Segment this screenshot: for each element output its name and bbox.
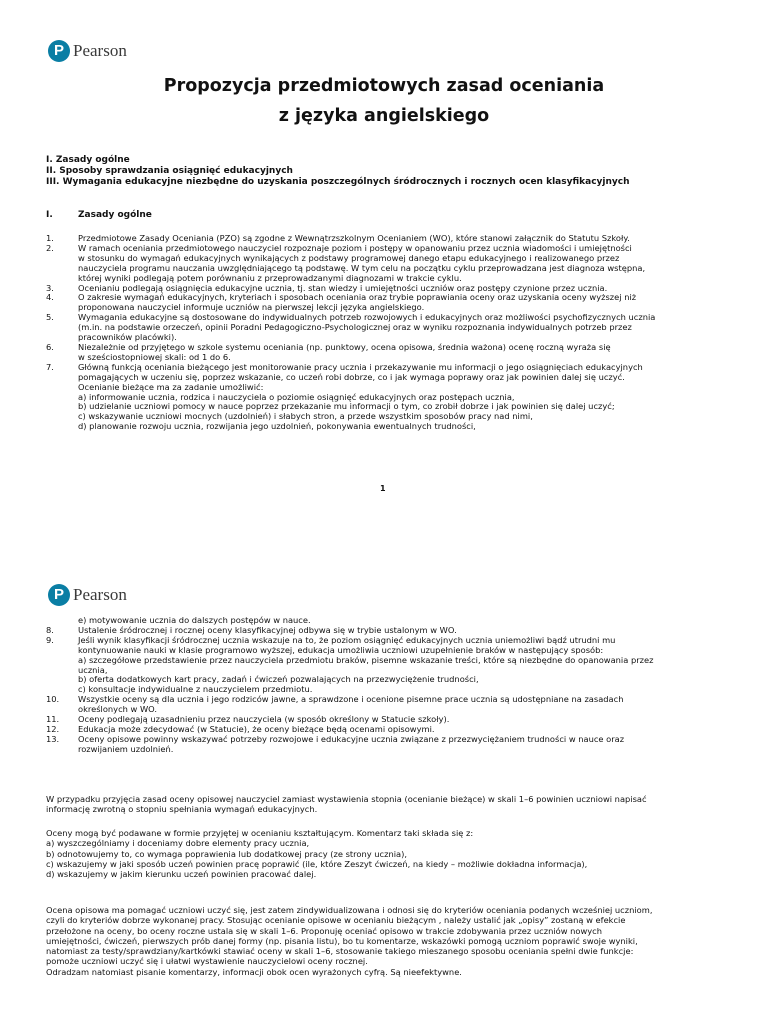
item-number: 7. xyxy=(46,361,54,372)
item-line: proponowana nauczyciel informuje uczniów na pierwszej lekcji języka angielskiego. xyxy=(78,302,425,313)
item-number: 2. xyxy=(46,242,54,253)
page-title-line2: z języka angielskiego xyxy=(278,106,490,126)
list-item xyxy=(46,313,726,343)
paragraph-descriptive-assessment xyxy=(46,794,726,815)
item-number: 11. xyxy=(46,714,60,725)
item-line: w stosunku do wymagań edukacyjnych wynikających z podstawy programowej danego etapu edukacyjnego i realizowanego przez xyxy=(78,252,620,263)
pearson-logo-text: Pearson xyxy=(73,585,127,604)
item-line: d) planowanie rozwoju ucznia, rozwijania jego uzdolnień, pokonywania ewentualnych trudności, xyxy=(78,421,476,432)
paragraph-line: natomiast za testy/sprawdziany/kartkówki stawiać oceny w skali 1–6, stosowanie takiego mieszanego sposobu oceniania spełni dwie funkcje: xyxy=(46,946,634,957)
item-line: (m.in. na podstawie orzeczeń, opinii Poradni Pedagogiczno-Psychologicznej oraz w wyniku rozpoznania indywidualnych potrzeb przez xyxy=(78,322,632,333)
item-line: O zakresie wymagań edukacyjnych, kryteriach i sposobach oceniania oraz trybie poprawiania oceny oraz uzyskania oceny wyższej niż xyxy=(78,292,637,303)
pearson-logo-icon: P xyxy=(48,40,70,62)
paragraph-line: Ocena opisowa ma pomagać uczniowi uczyć się, jest zatem zindywidualizowana i odnosi się do kryteriów oceniania podanych wcześniej uczniom, xyxy=(46,905,653,915)
item-number: 1. xyxy=(46,233,54,243)
table-of-contents xyxy=(46,155,630,188)
item-number: 12. xyxy=(46,723,60,734)
item-line: Wymagania edukacyjne są dostosowane do indywidualnych potrzeb rozwojowych i edukacyjnych oraz możliwości psychofizycznych ucznia xyxy=(78,312,656,323)
item-line: W ramach oceniania przedmiotowego nauczyciel rozpoznaje poziom i postępy w opanowaniu przez ucznia wiadomości i umiejętności xyxy=(78,242,632,253)
item-number: 4. xyxy=(46,292,54,303)
toc-item: II. Sposoby sprawdzania osiągnięć edukacyjnych xyxy=(46,166,293,176)
item-number: 13. xyxy=(46,733,60,744)
list-item xyxy=(46,363,726,432)
item-number: 5. xyxy=(46,312,54,323)
paragraph-line: c) wskazujemy w jaki sposób uczeń powinien pracę poprawić (ile, które Zeszyt ćwiczeń, na kiedy – możliwie dokładna informacja), xyxy=(46,858,588,869)
list-item xyxy=(46,695,726,715)
item-line: Jeśli wynik klasyfikacji śródrocznej ucznia wskazuje na to, że poziom osiągnięć edukacyjnych ucznia uniemożliwi bądź utrudni mu xyxy=(78,634,616,645)
item-line: ucznia, xyxy=(78,664,108,675)
page-title-line1: Propozycja przedmiotowych zasad oceniania xyxy=(163,76,605,96)
item-line: Ocenianiu podlegają osiągnięcia edukacyjne ucznia, tj. stan wiedzy i umiejętności uczniów oraz postępy czynione przez ucznia. xyxy=(78,282,608,293)
pearson-logo xyxy=(48,584,127,606)
paragraph-line: pomoże uczniowi uczyć się i ułatwi wystawienie nauczycielowi oceny rocznej. xyxy=(46,956,368,967)
paragraph-line: umiejętności, ćwiczeń, pierwszych prób danej formy (np. pisania listu), bo tu komentarze, wskazówki pomogą uczniom poprawić swoje wyniki, xyxy=(46,935,638,946)
item-line: b) oferta dodatkowych kart pracy, zadań i ćwiczeń pozwalających na przezwyciężenie trudności, xyxy=(78,674,479,685)
item-line: a) szczegółowe przedstawienie przez nauczyciela przedmiotu braków, pisemne wskazanie treści, które są niezbędne do opanowania przez xyxy=(78,654,654,665)
section-number: I. xyxy=(46,210,53,220)
paragraph-line: W przypadku przyjęcia zasad oceny opisowej nauczyciel zamiast wystawienia stopnia (ocenianie bieżące) w skali 1–6 powinien uczniowi napisać xyxy=(46,794,647,804)
item-line: nauczyciela programu nauczania uwzględniającego tą podstawę. W tym celu na początku cyklu przeprowadzana jest diagnoza wstępna, xyxy=(78,262,646,273)
item-line: b) udzielanie uczniowi pomocy w nauce poprzez przekazanie mu informacji o tym, co zrobił dobrze i jak powinien się dalej uczyć; xyxy=(78,401,615,412)
item-line: c) konsultacje indywidualne z nauczycielem przedmiotu. xyxy=(78,684,313,695)
paragraph-descriptive-grading xyxy=(46,905,726,977)
item-line: pracowników placówki). xyxy=(78,332,177,343)
item-line: pomagających w uczeniu się, poprzez wskazanie, co uczeń robi dobrze, co i jak wymaga poprawy oraz jak powinien dalej się uczyć. xyxy=(78,371,625,382)
pearson-logo xyxy=(48,40,127,62)
list-item xyxy=(46,293,726,313)
paragraph-line: informację zwrotną o stopniu spełniania wymagań edukacyjnych. xyxy=(46,804,318,815)
item-line: Ustalenie śródrocznej i rocznej oceny klasyfikacyjnej odbywa się w trybie ustalonym w WO. xyxy=(78,624,457,635)
paragraph-line: Odradzam natomiast pisanie komentarzy, informacji obok ocen wyrażonych cyfrą. Są nieefektywne. xyxy=(46,966,462,977)
item-number: 10. xyxy=(46,694,60,705)
item-line: Niezależnie od przyjętego w szkole systemu oceniania (np. punktowy, ocena opisowa, średnia ważona) ocenę roczną wyraża się xyxy=(78,341,611,352)
item-number: 6. xyxy=(46,341,54,352)
toc-item: III. Wymagania edukacyjne niezbędne do uzyskania poszczególnych śródrocznych i rocznych ocen klasyfikacyjnych xyxy=(46,177,630,187)
paragraph-line: Oceny mogą być podawane w formie przyjętej w ocenianiu kształtującym. Komentarz taki składa się z: xyxy=(46,828,474,838)
item-line: Edukacja może zdecydować (w Statucie), że oceny bieżące będą ocenami opisowymi. xyxy=(78,723,435,734)
section-title: Zasady ogólne xyxy=(78,210,152,220)
paragraph-line: d) wskazujemy w jakim kierunku uczeń powinien pracować dalej. xyxy=(46,869,317,880)
pearson-logo-text: Pearson xyxy=(73,41,127,60)
pearson-logo-icon: P xyxy=(48,584,70,606)
toc-item: I. Zasady ogólne xyxy=(46,155,130,165)
rules-list-page1 xyxy=(46,234,726,432)
item-line: w sześciostopniowej skali: od 1 do 6. xyxy=(78,351,231,362)
item-line: rozwijaniem uzdolnień. xyxy=(78,743,174,754)
item-line: c) wskazywanie uczniowi mocnych (uzdolnień) i słabych stron, a przede wszystkim sposobów pracy nad nimi, xyxy=(78,411,533,422)
paragraph-comment-structure xyxy=(46,828,726,879)
item-line: której wyniki podlegają potem porównaniu z przeprowadzanymi diagnozami w trakcie cyklu. xyxy=(78,272,462,283)
item-line: Przedmiotowe Zasady Oceniania (PZO) są zgodne z Wewnątrzszkolnym Ocenianiem (WO), które stanowi załącznik do Statutu Szkoły. xyxy=(78,233,630,243)
item-line: Ocenianie bieżące ma za zadanie umożliwić: xyxy=(78,381,264,392)
paragraph-line: czyli do kryteriów dobrze wykonanej pracy. Stosując ocenianie opisowe w ocenianiu bieżącym , należy ustalić jak „opisy” zostaną w efekcie xyxy=(46,915,626,926)
paragraph-line: przełożone na oceny, bo oceny roczne ustala się w skali 1–6. Proponuję oceniać opisowo w trakcie zdobywania przez uczniów nowych xyxy=(46,925,602,936)
list-item xyxy=(46,636,726,695)
item-number: 8. xyxy=(46,624,54,635)
rules-list-page2 xyxy=(46,616,726,755)
list-item xyxy=(46,735,726,755)
item-line: a) informowanie ucznia, rodzica i nauczyciela o poziomie osiągnięć edukacyjnych oraz postępach ucznia, xyxy=(78,391,515,402)
list-item xyxy=(46,244,726,284)
item-line: Główną funkcją oceniania bieżącego jest monitorowanie pracy ucznia i przekazywanie mu informacji o jego osiągnięciach edukacyjnych xyxy=(78,361,643,372)
item-line: Oceny opisowe powinny wskazywać potrzeby rozwojowe i edukacyjne ucznia związane z przezwyciężaniem trudności w nauce oraz xyxy=(78,733,625,744)
item-number: 3. xyxy=(46,282,54,293)
item-line: Oceny podlegają uzasadnieniu przez nauczyciela (w sposób określony w Statucie szkoły). xyxy=(78,714,450,725)
paragraph-line: a) wyszczególniamy i doceniamy dobre elementy pracy ucznia, xyxy=(46,838,310,849)
item-line: e) motywowanie ucznia do dalszych postępów w nauce. xyxy=(78,615,311,625)
item-number: 9. xyxy=(46,634,54,645)
section-heading xyxy=(46,210,152,220)
item-line: Wszystkie oceny są dla ucznia i jego rodziców jawne, a sprawdzone i ocenione pisemne prace ucznia są udostępniane na zasadach xyxy=(78,694,624,705)
item-line: kontynuowanie nauki w klasie programowo wyższej, edukacja umożliwia uczniowi uzupełnienie braków w następujący sposób: xyxy=(78,644,604,655)
list-item xyxy=(46,343,726,363)
item-line: określonych w WO. xyxy=(78,704,158,715)
paragraph-line: b) odnotowujemy to, co wymaga poprawienia lub dodatkowej pracy (ze strony ucznia), xyxy=(46,848,407,859)
page-number: 1 xyxy=(380,484,386,493)
